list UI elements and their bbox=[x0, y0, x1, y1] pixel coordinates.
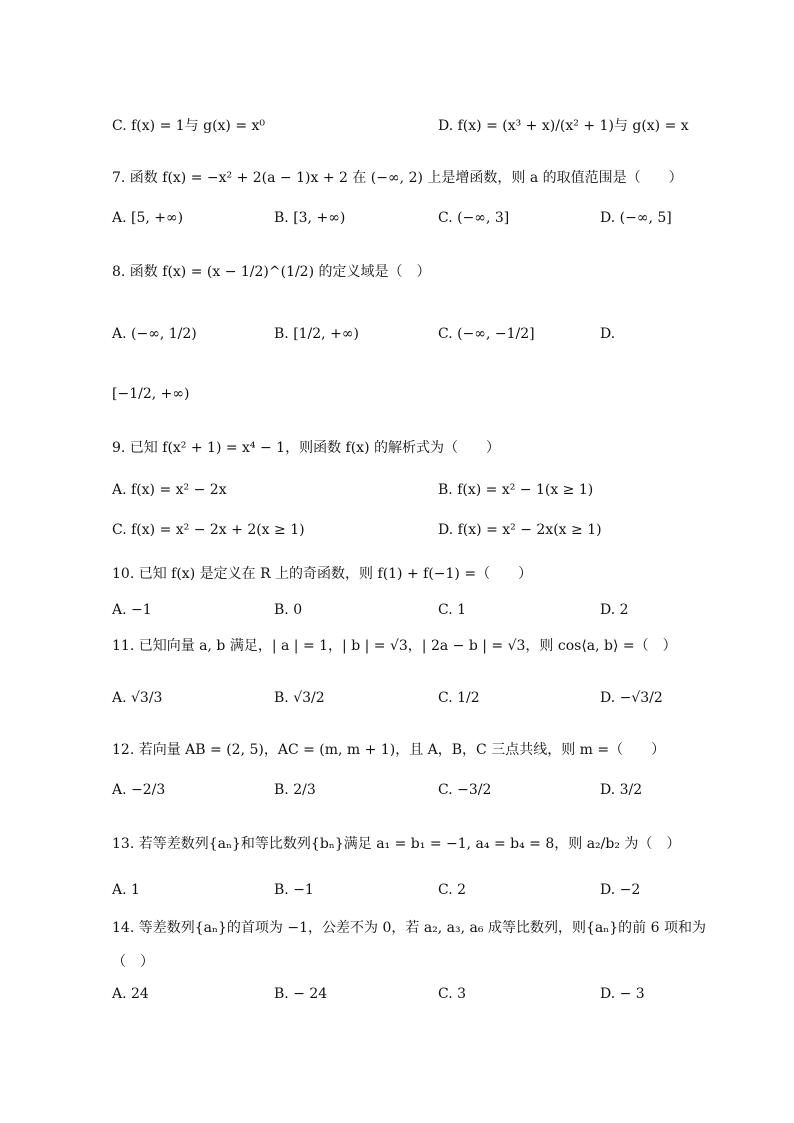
q13-option-c: C. 2 bbox=[438, 882, 467, 898]
q14-option-a: A. 24 bbox=[112, 986, 149, 1002]
q12-option-a: A. −2/3 bbox=[112, 782, 166, 798]
question-10: 10. 已知 f(x) 是定义在 R 上的奇函数，则 f(1) + f(−1) =（ ） bbox=[112, 566, 533, 582]
q7-option-a: A. [5, +∞) bbox=[112, 210, 184, 226]
q8-option-d: D. bbox=[600, 326, 616, 342]
q10-option-b: B. 0 bbox=[274, 602, 303, 618]
q14-option-b: B. − 24 bbox=[274, 986, 328, 1002]
question-8: 8. 函数 f(x) = (x − 1/2)^(1/2) 的定义域是（ ） bbox=[112, 264, 431, 280]
q9-option-b: B. f(x) = x² − 1(x ≥ 1) bbox=[438, 482, 594, 498]
question-11: 11. 已知向量 a, b 满足，| a | = 1，| b | = √3，| 2a − b | = √3，则 cos⟨a, b⟩ =（ ） bbox=[112, 638, 677, 654]
q12-option-b: B. 2/3 bbox=[274, 782, 316, 798]
q9-option-a: A. f(x) = x² − 2x bbox=[112, 482, 227, 498]
question-12: 12. 若向量 AB = (2, 5)，AC = (m, m + 1)，且 A，B，C 三点共线，则 m =（ ） bbox=[112, 742, 666, 758]
question-14-bracket: （ ） bbox=[112, 954, 154, 970]
question-7: 7. 函数 f(x) = −x² + 2(a − 1)x + 2 在 (−∞, 2) 上是增函数，则 a 的取值范围是（ ） bbox=[112, 170, 683, 186]
q11-option-b: B. √3/2 bbox=[274, 690, 325, 706]
q13-option-a: A. 1 bbox=[112, 882, 140, 898]
question-13: 13. 若等差数列{aₙ}和等比数列{bₙ}满足 a₁ = b₁ = −1, a₄ = b₄ = 8，则 a₂/b₂ 为（ ） bbox=[112, 836, 681, 852]
question-9: 9. 已知 f(x² + 1) = x⁴ − 1，则函数 f(x) 的解析式为（ ） bbox=[112, 440, 500, 456]
q10-option-d: D. 2 bbox=[600, 602, 629, 618]
q9-option-c: C. f(x) = x² − 2x + 2(x ≥ 1) bbox=[112, 522, 305, 538]
q6-option-d: D. f(x) = (x³ + x)/(x² + 1)与 g(x) = x bbox=[438, 118, 689, 134]
q7-option-b: B. [3, +∞) bbox=[274, 210, 346, 226]
q8-option-c: C. (−∞, −1/2] bbox=[438, 326, 535, 342]
q13-option-b: B. −1 bbox=[274, 882, 314, 898]
q8-option-a: A. (−∞, 1/2) bbox=[112, 326, 197, 342]
q11-option-d: D. −√3/2 bbox=[600, 690, 663, 706]
q9-option-d: D. f(x) = x² − 2x(x ≥ 1) bbox=[438, 522, 602, 538]
q13-option-d: D. −2 bbox=[600, 882, 641, 898]
q14-option-c: C. 3 bbox=[438, 986, 467, 1002]
q7-option-d: D. (−∞, 5] bbox=[600, 210, 672, 226]
q11-option-c: C. 1/2 bbox=[438, 690, 480, 706]
q10-option-c: C. 1 bbox=[438, 602, 467, 618]
q10-option-a: A. −1 bbox=[112, 602, 152, 618]
q7-option-c: C. (−∞, 3] bbox=[438, 210, 510, 226]
question-14: 14. 等差数列{aₙ}的首项为 −1，公差不为 0，若 a₂, a₃, a₆ 成等比数列，则{aₙ}的前 6 项和为 bbox=[112, 920, 706, 936]
q8-option-d-value: [−1/2, +∞) bbox=[112, 386, 190, 402]
q12-option-c: C. −3/2 bbox=[438, 782, 492, 798]
q6-option-c: C. f(x) = 1与 g(x) = x⁰ bbox=[112, 118, 266, 134]
q12-option-d: D. 3/2 bbox=[600, 782, 643, 798]
q8-option-b: B. [1/2, +∞) bbox=[274, 326, 359, 342]
q14-option-d: D. − 3 bbox=[600, 986, 645, 1002]
q11-option-a: A. √3/3 bbox=[112, 690, 163, 706]
